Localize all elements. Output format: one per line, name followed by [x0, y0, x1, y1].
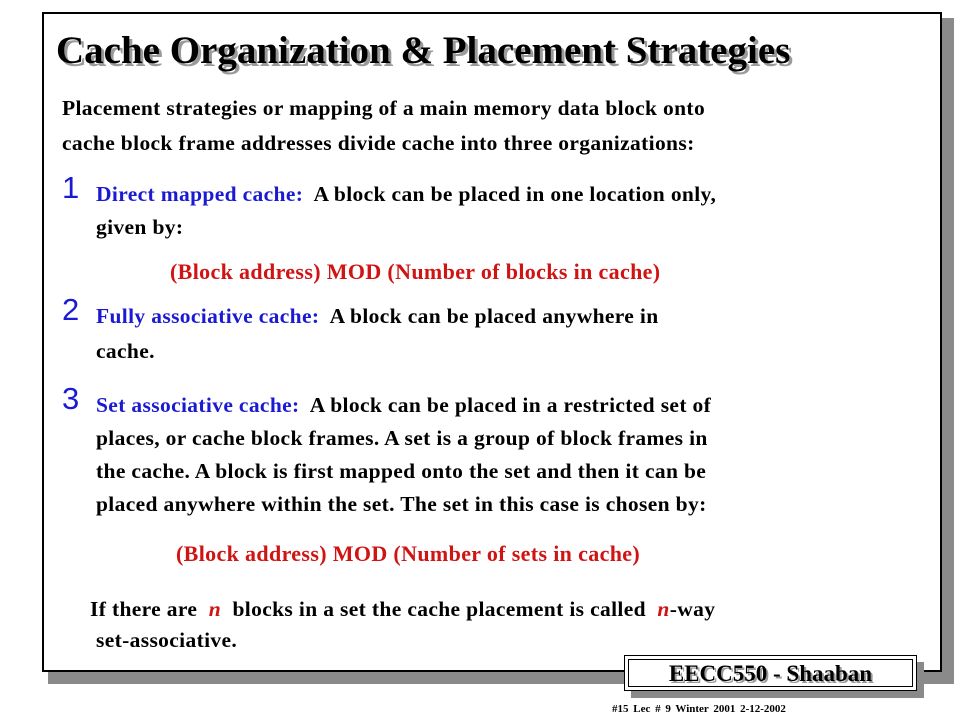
note-part-3: -way	[669, 597, 716, 621]
course-badge	[624, 655, 917, 691]
note-n-2: n	[657, 597, 670, 621]
note-n-1: n	[208, 597, 222, 621]
course-badge-label: EECC550 - Shaaban	[628, 659, 913, 687]
item-1-formula: (Block address) MOD (Number of blocks in cache)	[170, 259, 661, 284]
note-part-1: If there are	[90, 597, 198, 621]
item-2-term: Fully associative cache:	[96, 304, 320, 328]
item-3-term: Set associative cache:	[96, 393, 300, 417]
item-1-line-1	[96, 182, 716, 207]
item-number-2: 2	[62, 292, 80, 327]
item-2-line-2: cache.	[96, 339, 155, 363]
note-part-2: blocks in a set the cache placement is called	[232, 597, 646, 621]
item-2-line-1	[96, 304, 659, 329]
item-number-1: 1	[62, 170, 80, 205]
note-line-1	[90, 597, 715, 622]
item-3-text: A block can be placed in a restricted set of	[309, 393, 712, 417]
slide-title: Cache Organization & Placement Strategies	[56, 29, 791, 72]
item-number-3: 3	[62, 381, 80, 416]
item-3-formula: (Block address) MOD (Number of sets in cache)	[176, 541, 641, 566]
item-3-line-1	[96, 393, 711, 418]
item-1-line-2: given by:	[96, 215, 184, 239]
item-2-text: A block can be placed anywhere in	[329, 304, 659, 328]
item-1-term: Direct mapped cache:	[96, 182, 304, 206]
item-3-line-2: places, or cache block frames. A set is a group of block frames in	[96, 426, 708, 450]
note-line-2: set-associative.	[96, 628, 238, 652]
item-3-line-4: placed anywhere within the set. The set in this case is chosen by:	[96, 492, 707, 516]
intro-line-2: cache block frame addresses divide cache into three organizations:	[62, 131, 695, 155]
slide-footer: #15 Lec # 9 Winter 2001 2-12-2002	[612, 703, 786, 715]
item-3-line-3: the cache. A block is first mapped onto the set and then it can be	[96, 459, 707, 483]
item-1-text: A block can be placed in one location only,	[313, 182, 717, 206]
intro-line-1: Placement strategies or mapping of a main memory data block onto	[62, 96, 706, 120]
